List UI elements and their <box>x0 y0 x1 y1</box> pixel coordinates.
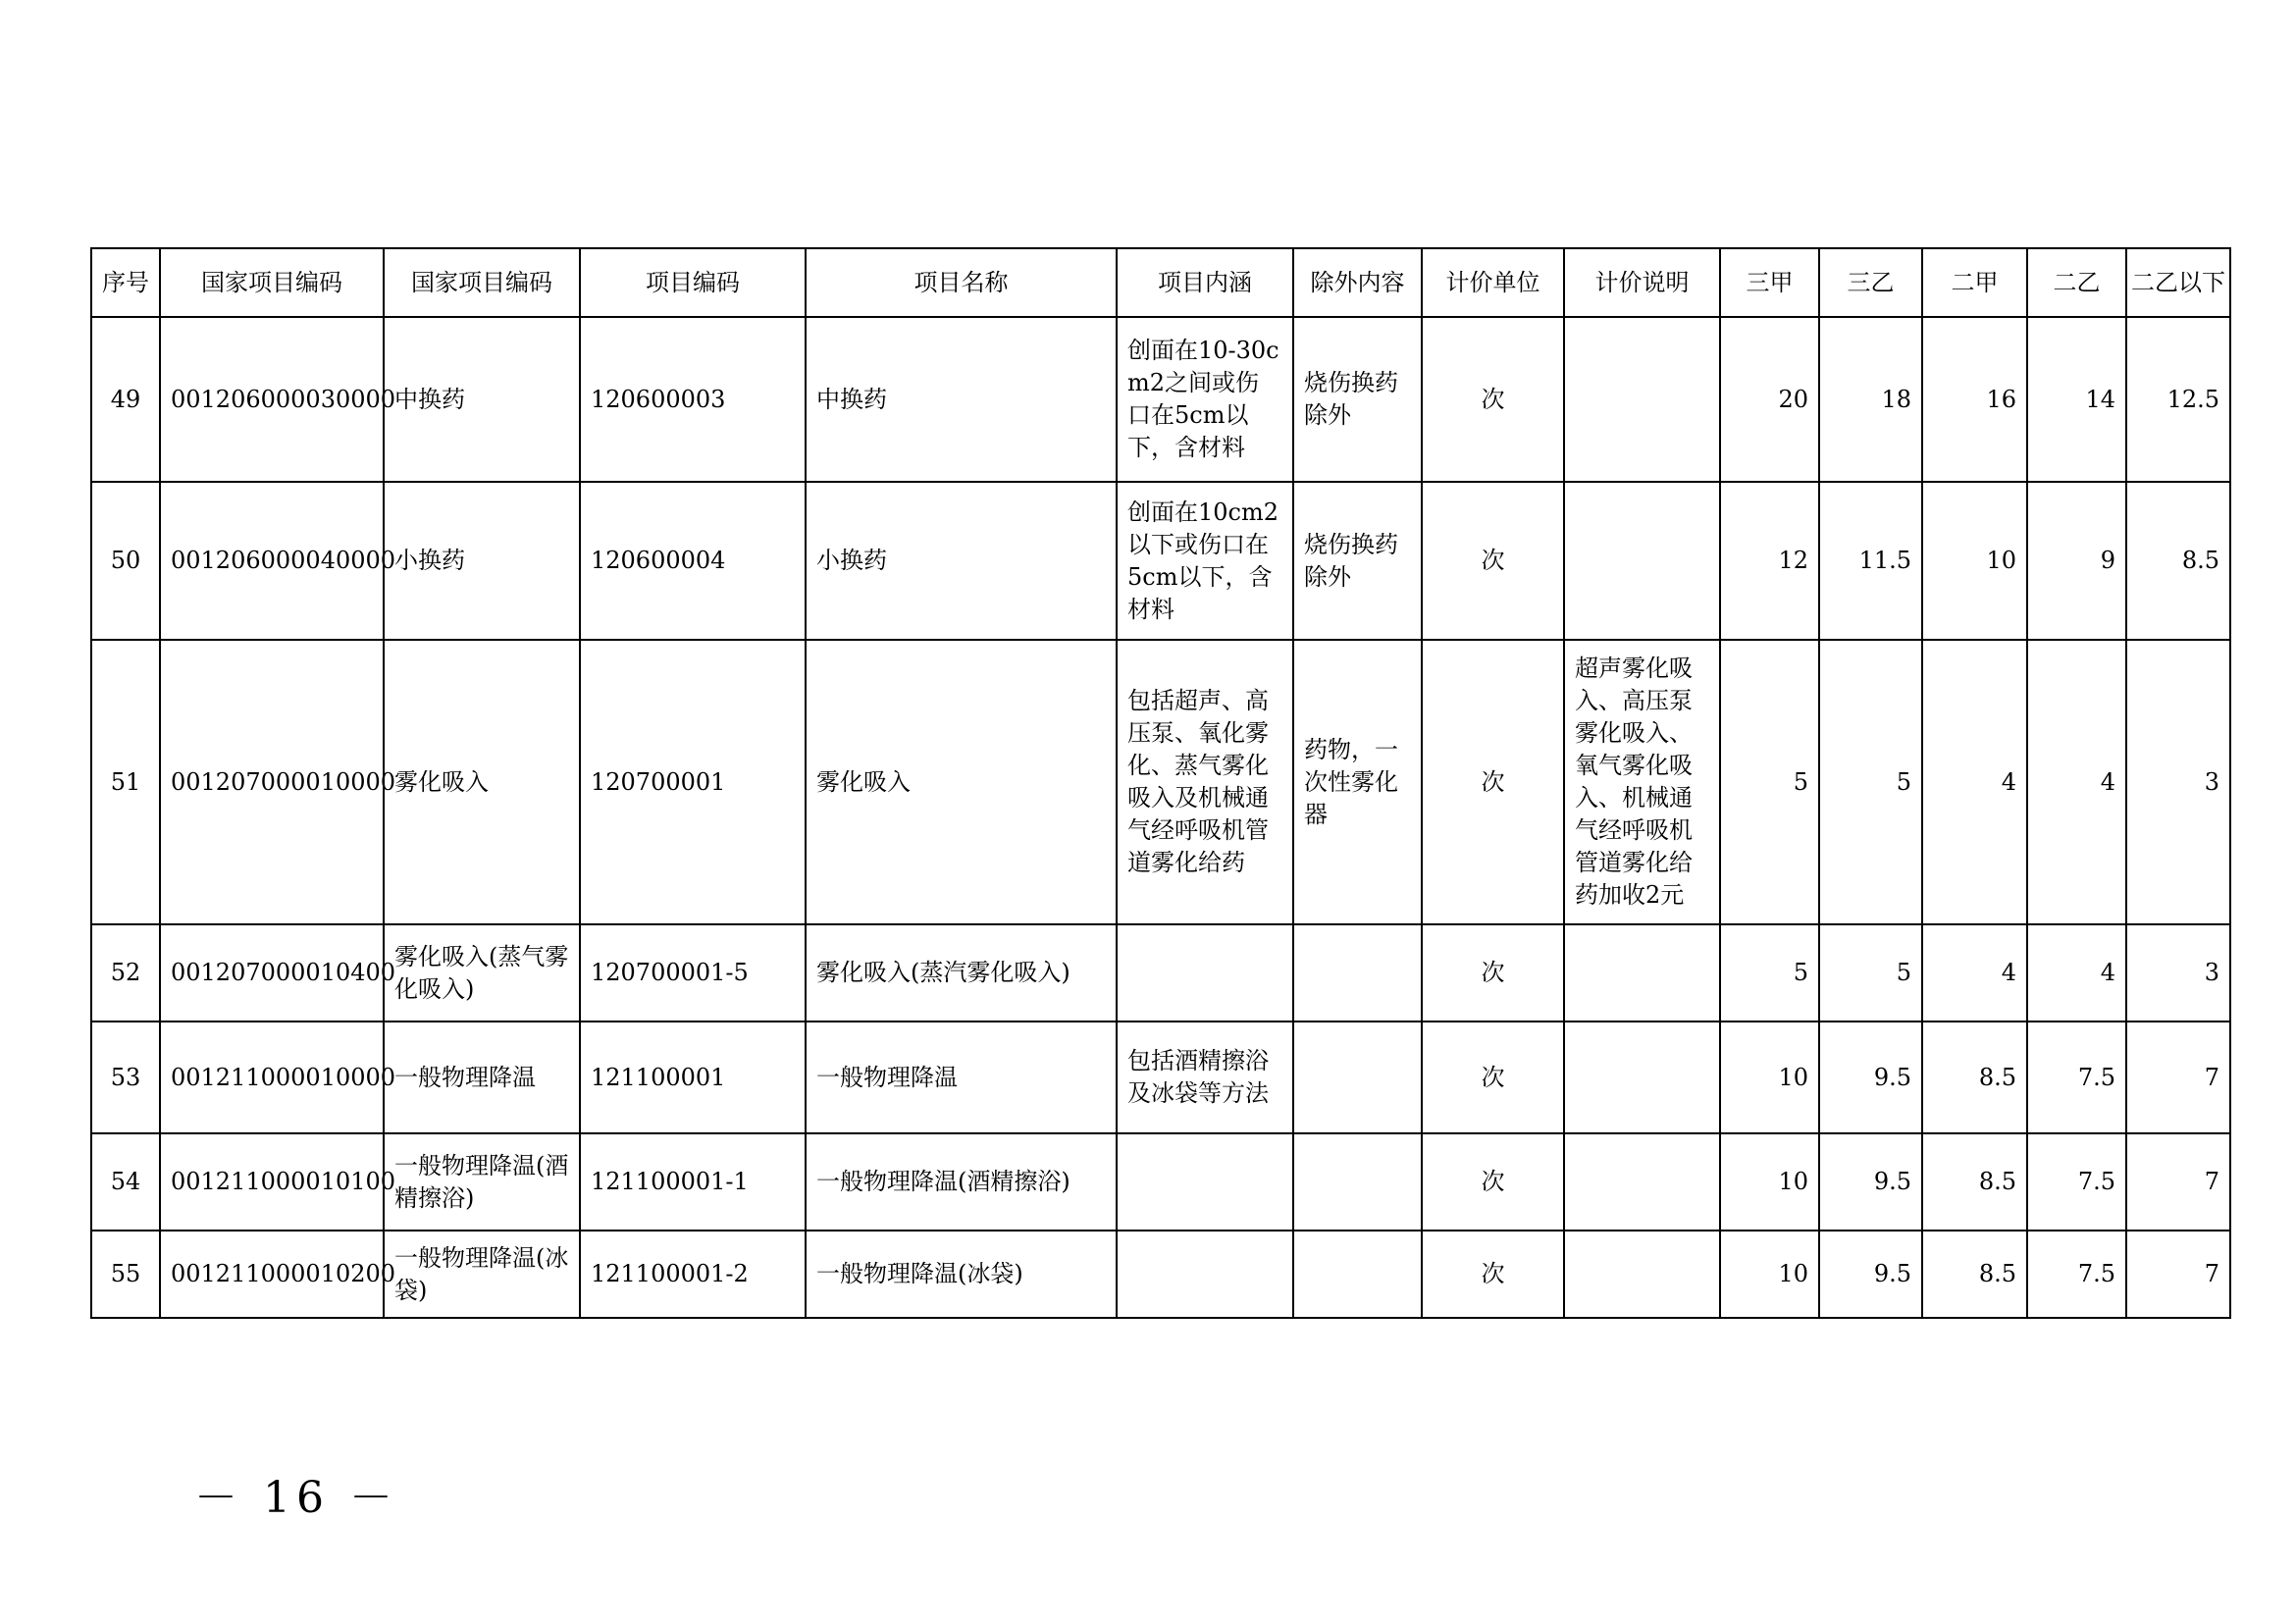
national-code-cell: 001211000010100 <box>160 1133 384 1231</box>
header-cell: 序号 <box>91 248 160 317</box>
seq-cell: 55 <box>91 1231 160 1318</box>
header-row <box>91 248 2230 317</box>
price-cell: 5 <box>1819 924 1922 1022</box>
price-cell: 11.5 <box>1819 482 1922 640</box>
national-code-cell: 001211000010000 <box>160 1022 384 1133</box>
national-name-cell: 一般物理降温(酒精擦浴) <box>384 1133 580 1231</box>
item-name-cell: 中换药 <box>806 317 1117 482</box>
price-cell: 10 <box>1720 1231 1819 1318</box>
price-cell: 9.5 <box>1819 1022 1922 1133</box>
price-cell: 9.5 <box>1819 1133 1922 1231</box>
item-code-cell: 121100001 <box>580 1022 806 1133</box>
header-cell: 计价说明 <box>1564 248 1720 317</box>
national-code-cell: 001211000010200 <box>160 1231 384 1318</box>
note-cell <box>1564 482 1720 640</box>
seq-cell: 50 <box>91 482 160 640</box>
note-cell <box>1564 1022 1720 1133</box>
national-name-cell: 小换药 <box>384 482 580 640</box>
item-code-cell: 121100001-2 <box>580 1231 806 1318</box>
unit-cell: 次 <box>1422 1022 1564 1133</box>
national-name-cell: 一般物理降温(冰袋) <box>384 1231 580 1318</box>
page-number: － 16 － <box>194 1473 398 1523</box>
price-cell: 8.5 <box>1922 1022 2027 1133</box>
connotation-cell <box>1117 1133 1293 1231</box>
price-cell: 7.5 <box>2027 1022 2126 1133</box>
price-cell: 7.5 <box>2027 1133 2126 1231</box>
national-code-cell: 001206000040000 <box>160 482 384 640</box>
exclusions-cell <box>1293 924 1422 1022</box>
header-cell: 国家项目编码 <box>160 248 384 317</box>
unit-cell: 次 <box>1422 924 1564 1022</box>
item-name-cell: 一般物理降温(冰袋) <box>806 1231 1117 1318</box>
price-cell: 16 <box>1922 317 2027 482</box>
unit-cell: 次 <box>1422 317 1564 482</box>
price-cell: 9 <box>2027 482 2126 640</box>
price-cell: 20 <box>1720 317 1819 482</box>
header-cell: 二乙以下 <box>2126 248 2230 317</box>
price-cell: 5 <box>1819 640 1922 924</box>
exclusions-cell: 烧伤换药除外 <box>1293 317 1422 482</box>
national-code-cell: 001207000010400 <box>160 924 384 1022</box>
unit-cell: 次 <box>1422 640 1564 924</box>
price-cell: 9.5 <box>1819 1231 1922 1318</box>
price-cell: 10 <box>1720 1133 1819 1231</box>
price-cell: 7 <box>2126 1231 2230 1318</box>
price-cell: 18 <box>1819 317 1922 482</box>
connotation-cell <box>1117 924 1293 1022</box>
exclusions-cell: 烧伤换药除外 <box>1293 482 1422 640</box>
note-cell <box>1564 317 1720 482</box>
unit-cell: 次 <box>1422 1231 1564 1318</box>
price-cell: 4 <box>1922 640 2027 924</box>
national-code-cell: 001207000010000 <box>160 640 384 924</box>
national-code-cell: 001206000030000 <box>160 317 384 482</box>
item-name-cell: 雾化吸入 <box>806 640 1117 924</box>
unit-cell: 次 <box>1422 1133 1564 1231</box>
seq-cell: 51 <box>91 640 160 924</box>
price-cell: 5 <box>1720 924 1819 1022</box>
price-cell: 4 <box>2027 924 2126 1022</box>
price-cell: 12.5 <box>2126 317 2230 482</box>
national-name-cell: 中换药 <box>384 317 580 482</box>
exclusions-cell: 药物，一次性雾化器 <box>1293 640 1422 924</box>
price-cell: 3 <box>2126 924 2230 1022</box>
note-cell <box>1564 924 1720 1022</box>
price-cell: 8.5 <box>1922 1133 2027 1231</box>
price-table <box>90 247 2231 1319</box>
item-code-cell: 120700001 <box>580 640 806 924</box>
note-cell <box>1564 1133 1720 1231</box>
national-name-cell: 雾化吸入(蒸气雾化吸入) <box>384 924 580 1022</box>
table-row <box>91 1133 2230 1231</box>
connotation-cell: 包括酒精擦浴及冰袋等方法 <box>1117 1022 1293 1133</box>
connotation-cell: 创面在10cm2以下或伤口在5cm以下，含材料 <box>1117 482 1293 640</box>
header-cell: 除外内容 <box>1293 248 1422 317</box>
exclusions-cell <box>1293 1022 1422 1133</box>
item-name-cell: 小换药 <box>806 482 1117 640</box>
unit-cell: 次 <box>1422 482 1564 640</box>
header-cell: 项目内涵 <box>1117 248 1293 317</box>
item-name-cell: 雾化吸入(蒸汽雾化吸入) <box>806 924 1117 1022</box>
header-cell: 项目编码 <box>580 248 806 317</box>
item-name-cell: 一般物理降温(酒精擦浴) <box>806 1133 1117 1231</box>
price-cell: 4 <box>2027 640 2126 924</box>
national-name-cell: 雾化吸入 <box>384 640 580 924</box>
price-cell: 10 <box>1720 1022 1819 1133</box>
price-cell: 8.5 <box>2126 482 2230 640</box>
item-code-cell: 120600004 <box>580 482 806 640</box>
seq-cell: 52 <box>91 924 160 1022</box>
item-code-cell: 121100001-1 <box>580 1133 806 1231</box>
table-row <box>91 482 2230 640</box>
price-cell: 5 <box>1720 640 1819 924</box>
note-cell: 超声雾化吸入、高压泵雾化吸入、氧气雾化吸入、机械通气经呼吸机管道雾化给药加收2元 <box>1564 640 1720 924</box>
price-cell: 7 <box>2126 1133 2230 1231</box>
table-row <box>91 1231 2230 1318</box>
header-cell: 三乙 <box>1819 248 1922 317</box>
header-cell: 二乙 <box>2027 248 2126 317</box>
price-cell: 10 <box>1922 482 2027 640</box>
seq-cell: 53 <box>91 1022 160 1133</box>
price-cell: 12 <box>1720 482 1819 640</box>
price-cell: 14 <box>2027 317 2126 482</box>
header-cell: 三甲 <box>1720 248 1819 317</box>
connotation-cell <box>1117 1231 1293 1318</box>
table-row <box>91 640 2230 924</box>
price-cell: 3 <box>2126 640 2230 924</box>
seq-cell: 49 <box>91 317 160 482</box>
header-cell: 二甲 <box>1922 248 2027 317</box>
price-cell: 8.5 <box>1922 1231 2027 1318</box>
header-cell: 国家项目编码 <box>384 248 580 317</box>
item-code-cell: 120700001-5 <box>580 924 806 1022</box>
item-code-cell: 120600003 <box>580 317 806 482</box>
table-row <box>91 1022 2230 1133</box>
exclusions-cell <box>1293 1133 1422 1231</box>
connotation-cell: 包括超声、高压泵、氧化雾化、蒸气雾化吸入及机械通气经呼吸机管道雾化给药 <box>1117 640 1293 924</box>
table-row <box>91 317 2230 482</box>
note-cell <box>1564 1231 1720 1318</box>
price-cell: 7.5 <box>2027 1231 2126 1318</box>
table-row <box>91 924 2230 1022</box>
price-cell: 7 <box>2126 1022 2230 1133</box>
header-cell: 项目名称 <box>806 248 1117 317</box>
header-cell: 计价单位 <box>1422 248 1564 317</box>
exclusions-cell <box>1293 1231 1422 1318</box>
national-name-cell: 一般物理降温 <box>384 1022 580 1133</box>
seq-cell: 54 <box>91 1133 160 1231</box>
connotation-cell: 创面在10-30cm2之间或伤口在5cm以下，含材料 <box>1117 317 1293 482</box>
item-name-cell: 一般物理降温 <box>806 1022 1117 1133</box>
price-cell: 4 <box>1922 924 2027 1022</box>
